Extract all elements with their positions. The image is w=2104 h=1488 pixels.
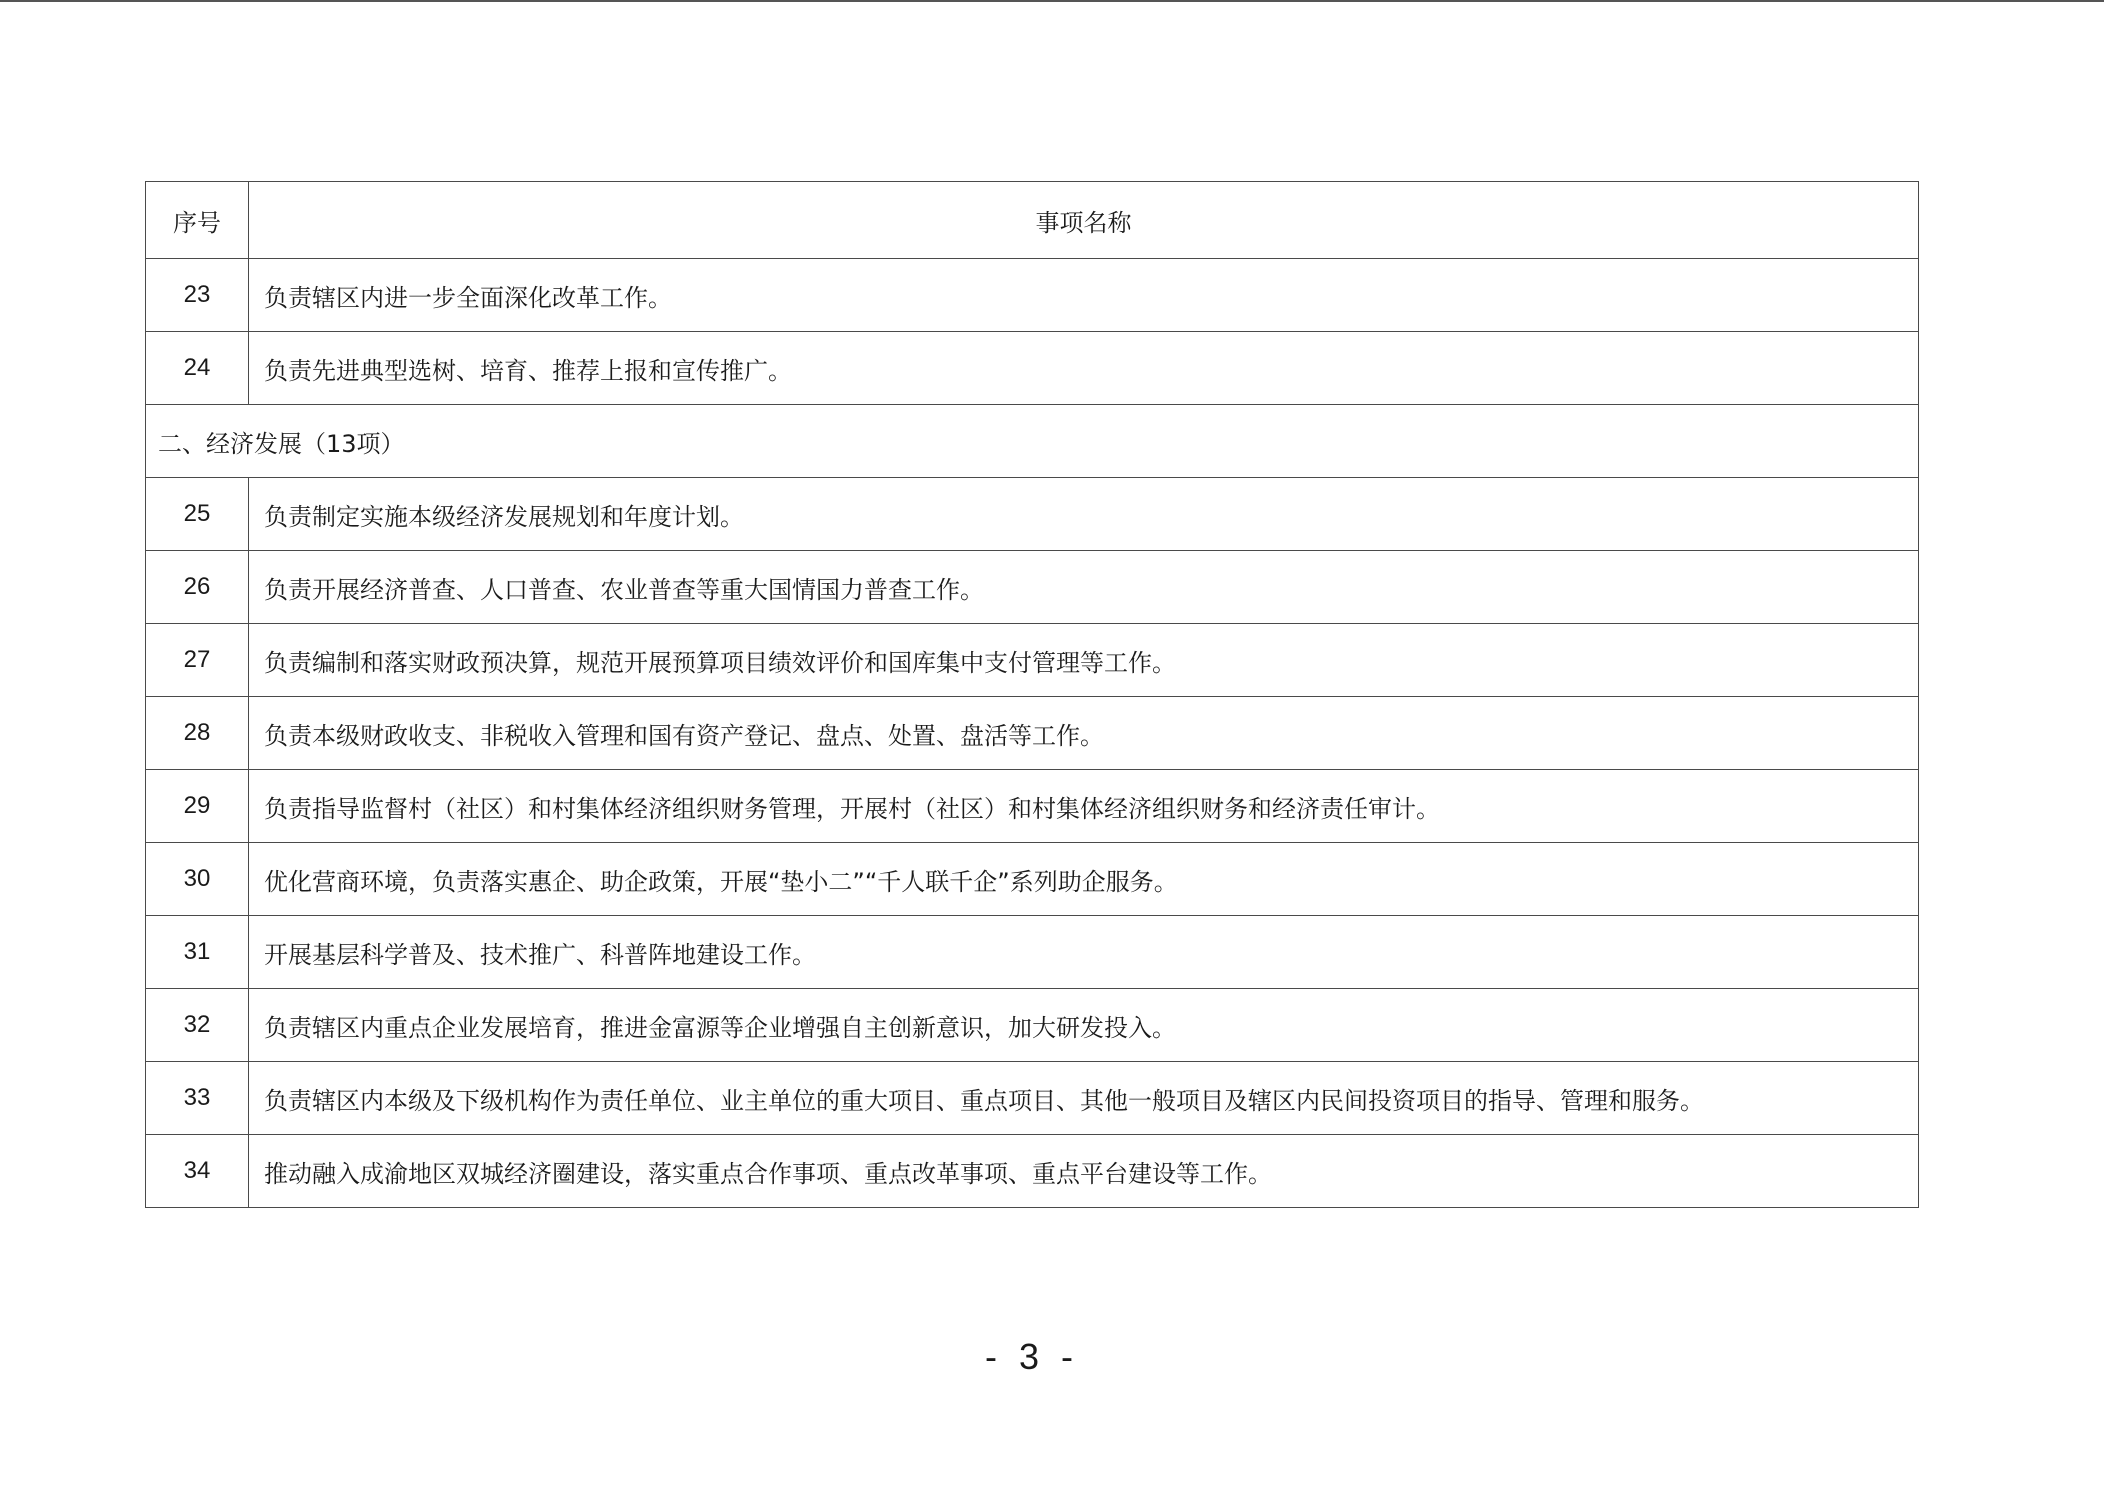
item-name: 负责先进典型选树、培育、推荐上报和宣传推广。	[249, 332, 1919, 405]
table-row	[146, 478, 1919, 551]
table-row	[146, 916, 1919, 989]
table-row	[146, 551, 1919, 624]
item-name: 推动融入成渝地区双城经济圈建设，落实重点合作事项、重点改革事项、重点平台建设等工作。	[249, 1135, 1919, 1208]
item-serial-number: 25	[146, 478, 249, 551]
table-row	[146, 697, 1919, 770]
item-serial-number: 28	[146, 697, 249, 770]
items-table	[145, 181, 1919, 1208]
item-serial-number: 23	[146, 259, 249, 332]
table-header-row	[146, 182, 1919, 259]
item-serial-number: 33	[146, 1062, 249, 1135]
table-row	[146, 989, 1919, 1062]
table-row	[146, 259, 1919, 332]
table-row	[146, 332, 1919, 405]
table-row	[146, 770, 1919, 843]
item-name: 负责辖区内重点企业发展培育，推进金富源等企业增强自主创新意识，加大研发投入。	[249, 989, 1919, 1062]
item-serial-number: 24	[146, 332, 249, 405]
item-name: 负责制定实施本级经济发展规划和年度计划。	[249, 478, 1919, 551]
item-name: 负责编制和落实财政预决算，规范开展预算项目绩效评价和国库集中支付管理等工作。	[249, 624, 1919, 697]
header-item-name: 事项名称	[249, 182, 1919, 259]
section-title: 二、经济发展（13项）	[146, 405, 1919, 478]
page-top-border	[0, 0, 2104, 2]
item-serial-number: 34	[146, 1135, 249, 1208]
page-number: - 3 -	[984, 1336, 1079, 1377]
item-serial-number: 26	[146, 551, 249, 624]
item-name: 负责本级财政收支、非税收入管理和国有资产登记、盘点、处置、盘活等工作。	[249, 697, 1919, 770]
header-serial-number: 序号	[146, 182, 249, 259]
table-row	[146, 1062, 1919, 1135]
item-serial-number: 29	[146, 770, 249, 843]
item-serial-number: 27	[146, 624, 249, 697]
item-name: 负责辖区内进一步全面深化改革工作。	[249, 259, 1919, 332]
item-serial-number: 30	[146, 843, 249, 916]
item-serial-number: 32	[146, 989, 249, 1062]
table-row	[146, 843, 1919, 916]
item-name: 负责开展经济普查、人口普查、农业普查等重大国情国力普查工作。	[249, 551, 1919, 624]
item-name: 负责辖区内本级及下级机构作为责任单位、业主单位的重大项目、重点项目、其他一般项目及辖区内民间投资项目的指导、管理和服务。	[249, 1062, 1919, 1135]
item-serial-number: 31	[146, 916, 249, 989]
section-row	[146, 405, 1919, 478]
table-row	[146, 1135, 1919, 1208]
item-name: 优化营商环境，负责落实惠企、助企政策，开展“垫小二”“千人联千企”系列助企服务。	[249, 843, 1919, 916]
item-name: 负责指导监督村（社区）和村集体经济组织财务管理，开展村（社区）和村集体经济组织财务和经济责任审计。	[249, 770, 1919, 843]
table-row	[146, 624, 1919, 697]
item-name: 开展基层科学普及、技术推广、科普阵地建设工作。	[249, 916, 1919, 989]
items-table-body	[146, 182, 1919, 1208]
